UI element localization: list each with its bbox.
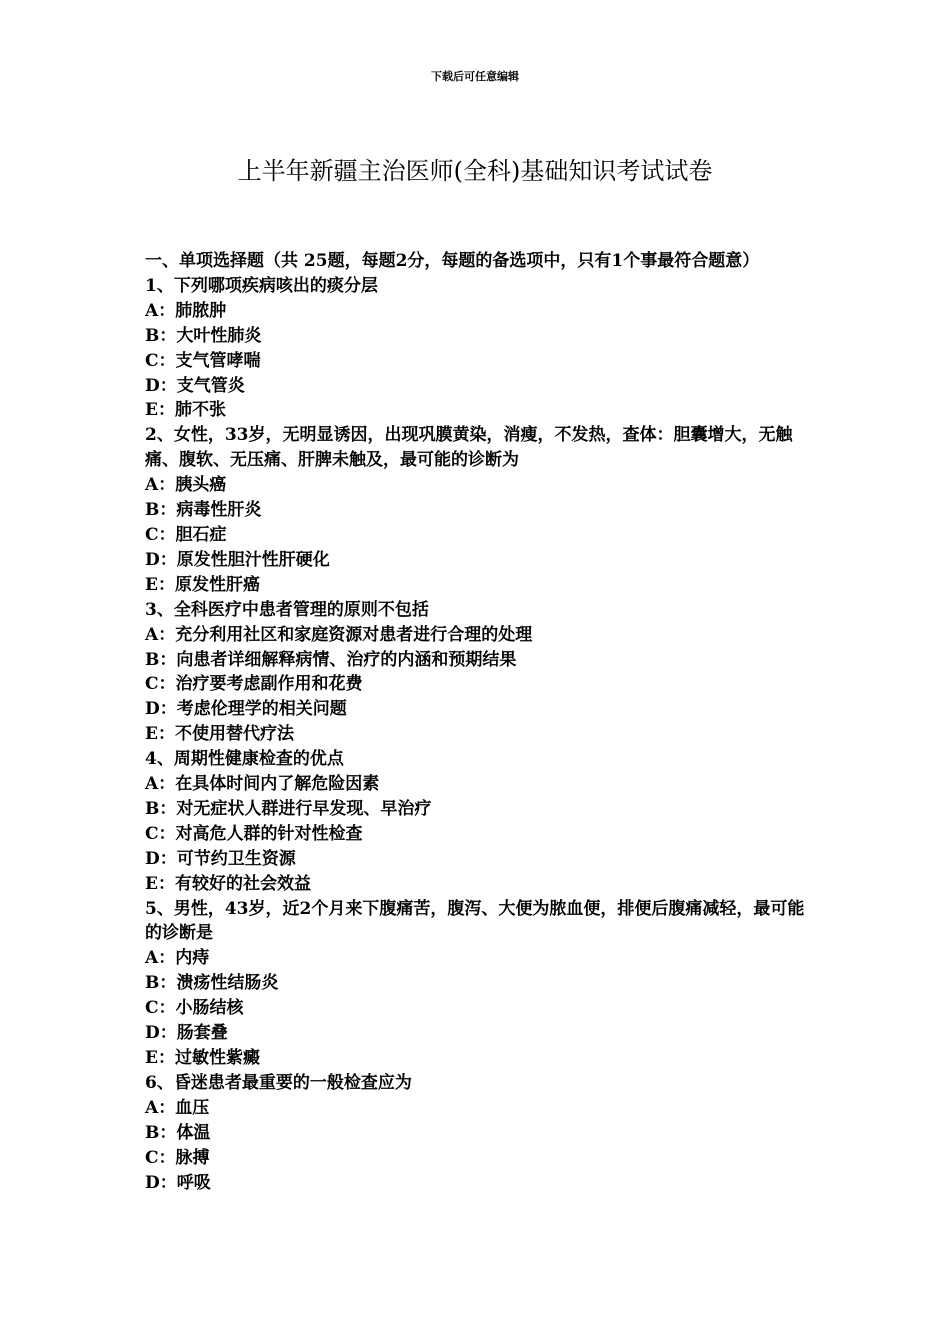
option-c: C：支气管哮喘 [145, 350, 261, 371]
option-a: A：血压 [145, 1097, 210, 1118]
option-c: C：胆石症 [145, 524, 227, 545]
question-5 [145, 897, 815, 1071]
option-b: B：大叶性肺炎 [145, 325, 262, 346]
option-e: E：肺不张 [145, 400, 226, 421]
question-1 [145, 274, 815, 423]
option-a: A：胰头癌 [145, 475, 227, 496]
question-2 [145, 423, 815, 597]
option-d: D：原发性胆汁性肝硬化 [145, 549, 330, 570]
option-a: A：在具体时间内了解危险因素 [145, 774, 380, 795]
section-heading: 一、单项选择题（共 25题，每题2分，每题的备选项中，只有1个事最符合题意） [145, 251, 760, 271]
option-c: C：对高危人群的针对性检查 [145, 823, 363, 844]
option-b: B：病毒性肝炎 [145, 500, 262, 521]
question-stem: 6、昏迷患者最重要的一般检查应为 [145, 1072, 412, 1093]
option-d: D：可节约卫生资源 [145, 848, 296, 869]
option-b: B：向患者详细解释病情、治疗的内涵和预期结果 [145, 649, 517, 670]
option-e: E：有较好的社会效益 [145, 873, 311, 894]
question-stem: 1、下列哪项疾病咳出的痰分层 [145, 275, 378, 296]
option-e: E：不使用替代疗法 [145, 724, 294, 745]
question-6 [145, 1071, 815, 1196]
option-e: E：原发性肝癌 [145, 574, 260, 595]
option-b: B：溃疡性结肠炎 [145, 973, 279, 994]
question-3 [145, 598, 815, 747]
option-a: A：充分利用社区和家庭资源对患者进行合理的处理 [145, 624, 533, 645]
option-c: C：治疗要考虑副作用和花费 [145, 674, 363, 695]
question-stem: 5、男性，43岁，近2个月来下腹痛苦，腹泻、大便为脓血便，排便后腹痛减轻，最可能的诊断是 [145, 898, 805, 944]
option-d: D：肠套叠 [145, 1023, 228, 1044]
header-note: 下载后可任意编辑 [431, 70, 519, 83]
question-stem: 4、周期性健康检查的优点 [145, 749, 344, 770]
option-c: C：脉搏 [145, 1147, 210, 1168]
document-body [145, 249, 815, 1195]
option-e: E：过敏性紫癜 [145, 1048, 260, 1068]
document-title: 上半年新疆主治医师(全科)基础知识考试试卷 [237, 157, 713, 185]
option-d: D：考虑伦理学的相关问题 [145, 699, 347, 720]
option-a: A：肺脓肿 [145, 300, 227, 321]
option-b: B：对无症状人群进行早发现、早治疗 [145, 798, 432, 819]
option-a: A：内痔 [145, 948, 210, 969]
option-c: C：小肠结核 [145, 998, 244, 1019]
option-d: D：呼吸 [145, 1172, 211, 1193]
option-b: B：体温 [145, 1122, 211, 1143]
option-d: D：支气管炎 [145, 375, 245, 396]
question-stem: 3、全科医疗中患者管理的原则不包括 [145, 599, 429, 620]
question-4 [145, 747, 815, 896]
question-stem: 2、女性，33岁，无明显诱因，出现巩膜黄染，消瘦，不发热，查体：胆囊增大，无触痛、腹软、无压痛、肝脾未触及，最可能的诊断为 [145, 425, 793, 471]
